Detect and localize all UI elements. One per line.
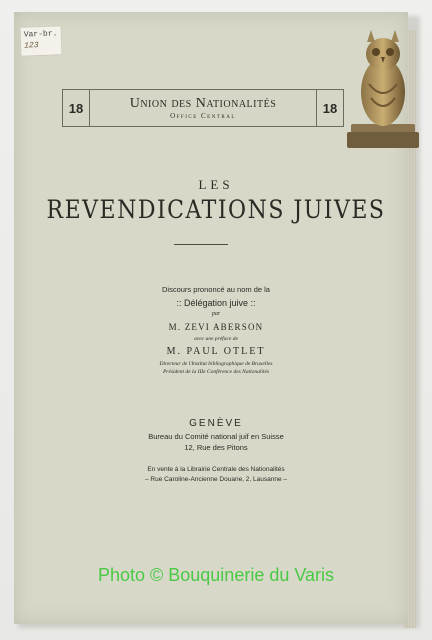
title-article: LES [198, 177, 234, 192]
sales-address: – Rue Caroline-Ancienne Douane, 2, Lausanne – [144, 476, 288, 483]
imprint-bureau: Bureau du Comité national juif en Suisse [148, 432, 284, 441]
series-title: Union des Nationalités [129, 96, 277, 111]
shelf-label-line1: Var-br. [23, 29, 58, 40]
imprint-address: 12, Rue des Pitons [184, 443, 248, 452]
series-number-right: 18 [316, 90, 343, 126]
photo-watermark: Photo © Bouquinerie du Varis [97, 565, 335, 585]
shelf-label [19, 25, 62, 56]
title-divider [174, 244, 228, 245]
sales-line: En vente à la Librairie Centrale des Nationalités [147, 466, 285, 473]
book-title: REVENDICATIONS JUIVES [46, 196, 386, 225]
series-number-left: 18 [63, 90, 90, 126]
author-name: M. ZEVI ABERSON [168, 322, 264, 332]
delegation-line: :: Délégation juive :: [176, 298, 256, 308]
shelf-label-line2: 123 [24, 41, 39, 51]
discours-line: Discours prononcé au nom de la [162, 285, 270, 294]
preface-author: M. PAUL OTLET [166, 346, 266, 357]
preface-author-title1: Directeur de l'Institut bibliographique de Bruxelles [159, 361, 273, 367]
series-banner [62, 89, 344, 127]
series-subtitle: Office Central [170, 112, 236, 120]
preface-author-title2: Président de la IIIe Conférence des Nationalités [162, 369, 270, 375]
owl-figurine [345, 24, 419, 154]
imprint-city: GENÈVE [189, 418, 243, 429]
par-line: par [211, 311, 221, 317]
preface-line: avec une préface de [194, 336, 238, 342]
